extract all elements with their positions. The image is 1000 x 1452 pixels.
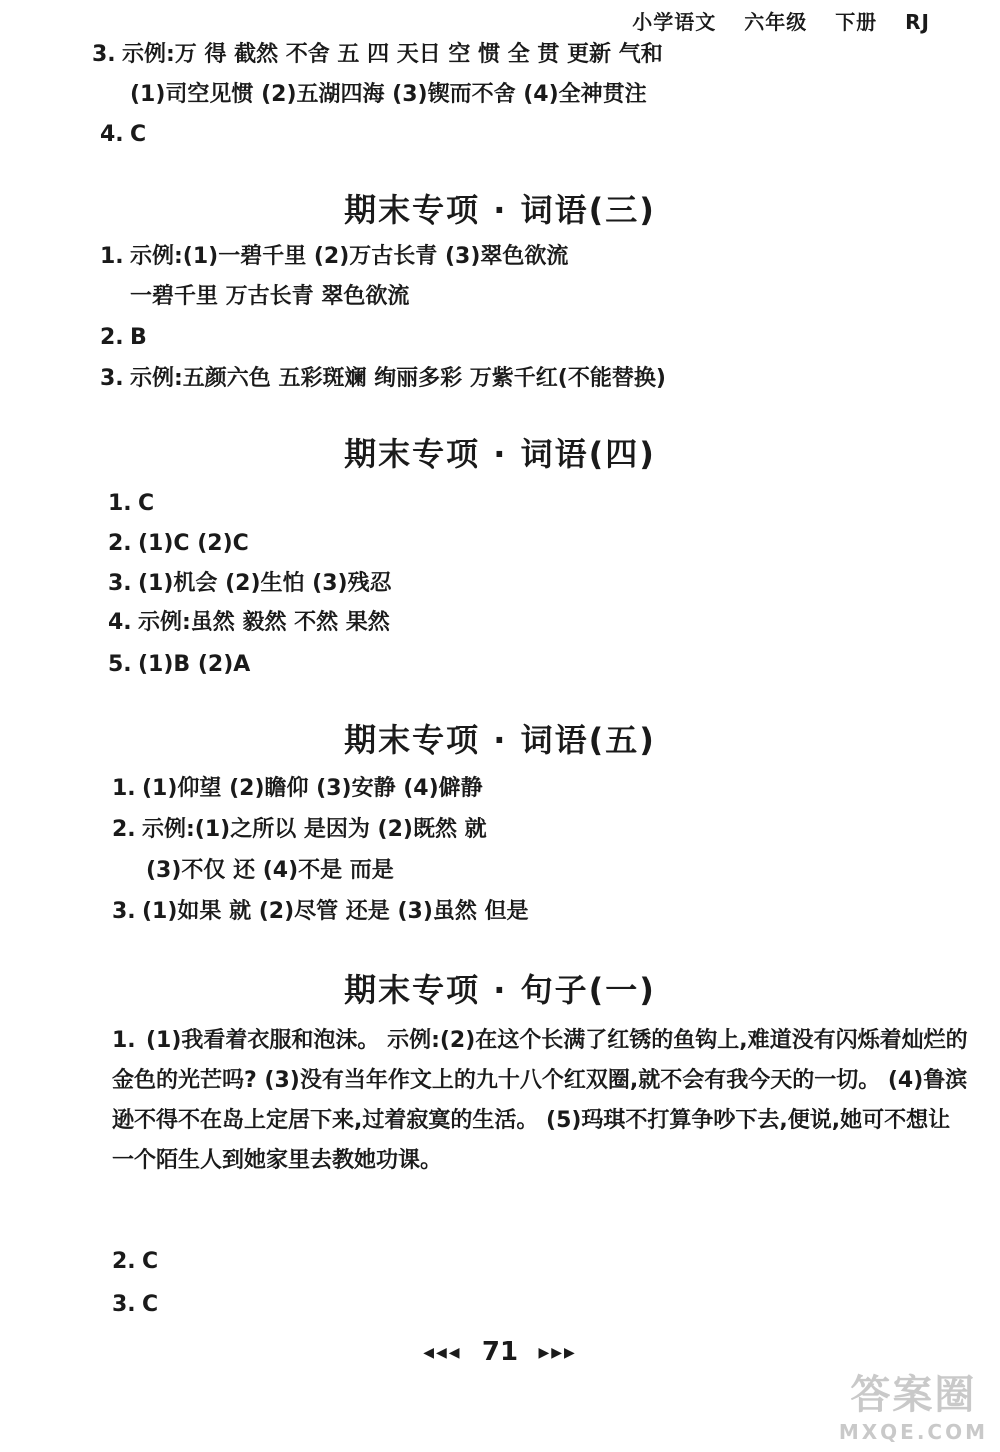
answer-text: (1)如果 就 (2)尽管 还是 (3)虽然 但是: [142, 899, 529, 924]
section-title: 期末专项 · 词语(五): [344, 721, 656, 759]
header-term: 下册: [835, 10, 878, 34]
section-title: 期末专项 · 句子(一): [344, 971, 656, 1009]
answer-line: [146, 860, 394, 882]
answer-line: [100, 368, 666, 390]
answer-line: [108, 493, 154, 515]
answer-text: C: [142, 1249, 159, 1274]
question-number: 1.: [112, 776, 136, 801]
answer-line: [112, 819, 487, 841]
header-grade: 六年级: [744, 10, 808, 34]
answer-paragraph: [112, 1021, 972, 1181]
answer-line: [108, 654, 250, 676]
question-number: 2.: [112, 817, 136, 842]
left-arrows-icon: ◀◀◀: [423, 1345, 462, 1361]
answer-text: 示例:(1)一碧千里 (2)万古长青 (3)翠色欲流: [130, 244, 569, 269]
answer-line: [130, 286, 409, 308]
answer-text: (1)B (2)A: [138, 652, 251, 677]
watermark-top: 答案圈: [850, 1372, 977, 1418]
answer-text: (3)不仅 还 (4)不是 而是: [146, 858, 394, 883]
answer-text: (1)机会 (2)生怕 (3)残忍: [138, 571, 392, 596]
right-arrows-icon: ▶▶▶: [538, 1345, 577, 1361]
question-number: 1.: [100, 244, 124, 269]
section-title: 期末专项 · 词语(四): [344, 435, 656, 473]
question-number: 3.: [112, 899, 136, 924]
header-edition: RJ: [905, 10, 930, 34]
answer-text: (1)我看着衣服和泡沫。 示例:(2)在这个长满了红锈的鱼钩上,难道没有闪烁着灿烂的金色的光芒吗? (3)没有当年作文上的九十八个红双圈,就不会有我今天的一切。 (4)鲁滨逊不得不在岛上定居下来,过着寂寞的生活。 (5)玛琪不打算争吵下去,便说,她可不想让一个陌生人到她家里去教她功课。: [112, 1028, 968, 1173]
answer-line: [112, 901, 529, 923]
answer-text: 示例:(1)之所以 是因为 (2)既然 就: [142, 817, 487, 842]
answer-line: [112, 1251, 158, 1273]
question-number: 3.: [100, 366, 124, 391]
answer-text: (1)司空见惯 (2)五湖四海 (3)锲而不舍 (4)全神贯注: [130, 82, 647, 107]
answer-line: [108, 573, 392, 595]
watermark-bottom: MXQE.COM: [838, 1420, 988, 1444]
question-number: 5.: [108, 652, 132, 677]
question-number: 2.: [112, 1249, 136, 1274]
section-title: 期末专项 · 词语(三): [344, 191, 656, 229]
question-number: 4.: [108, 610, 132, 635]
answer-text: 示例:虽然 毅然 不然 果然: [138, 610, 390, 635]
question-number: 1.: [112, 1028, 136, 1053]
answer-line: [100, 124, 146, 146]
question-number: 3.: [108, 571, 132, 596]
question-number: 2.: [108, 531, 132, 556]
answer-line: [130, 84, 647, 106]
answer-line: [92, 44, 663, 66]
page-header: [612, 6, 930, 35]
answer-line: [100, 246, 568, 268]
answer-text: 示例:五颜六色 五彩斑斓 绚丽多彩 万紫千红(不能替换): [130, 366, 666, 391]
answer-text: C: [138, 491, 155, 516]
page-number: 71: [481, 1337, 519, 1367]
header-subject: 小学语文: [632, 10, 717, 34]
answer-line: [108, 612, 390, 634]
answer-line: [112, 1294, 158, 1316]
question-number: 3.: [112, 1292, 136, 1317]
answer-text: 一碧千里 万古长青 翠色欲流: [130, 284, 410, 309]
answer-text: C: [130, 122, 147, 147]
question-number: 1.: [108, 491, 132, 516]
question-number: 2.: [100, 325, 124, 350]
answer-line: [112, 778, 483, 800]
answer-line: [108, 533, 249, 555]
answer-text: (1)C (2)C: [138, 531, 249, 556]
answer-text: B: [130, 325, 147, 350]
answer-text: C: [142, 1292, 159, 1317]
watermark-logo: [839, 1363, 988, 1444]
answer-line: [100, 327, 147, 349]
question-number: 3.: [92, 42, 116, 67]
question-number: 4.: [100, 122, 124, 147]
answer-text: (1)仰望 (2)瞻仰 (3)安静 (4)僻静: [142, 776, 483, 801]
answer-text: 示例:万 得 截然 不舍 五 四 天日 空 惯 全 贯 更新 气和: [122, 42, 663, 67]
